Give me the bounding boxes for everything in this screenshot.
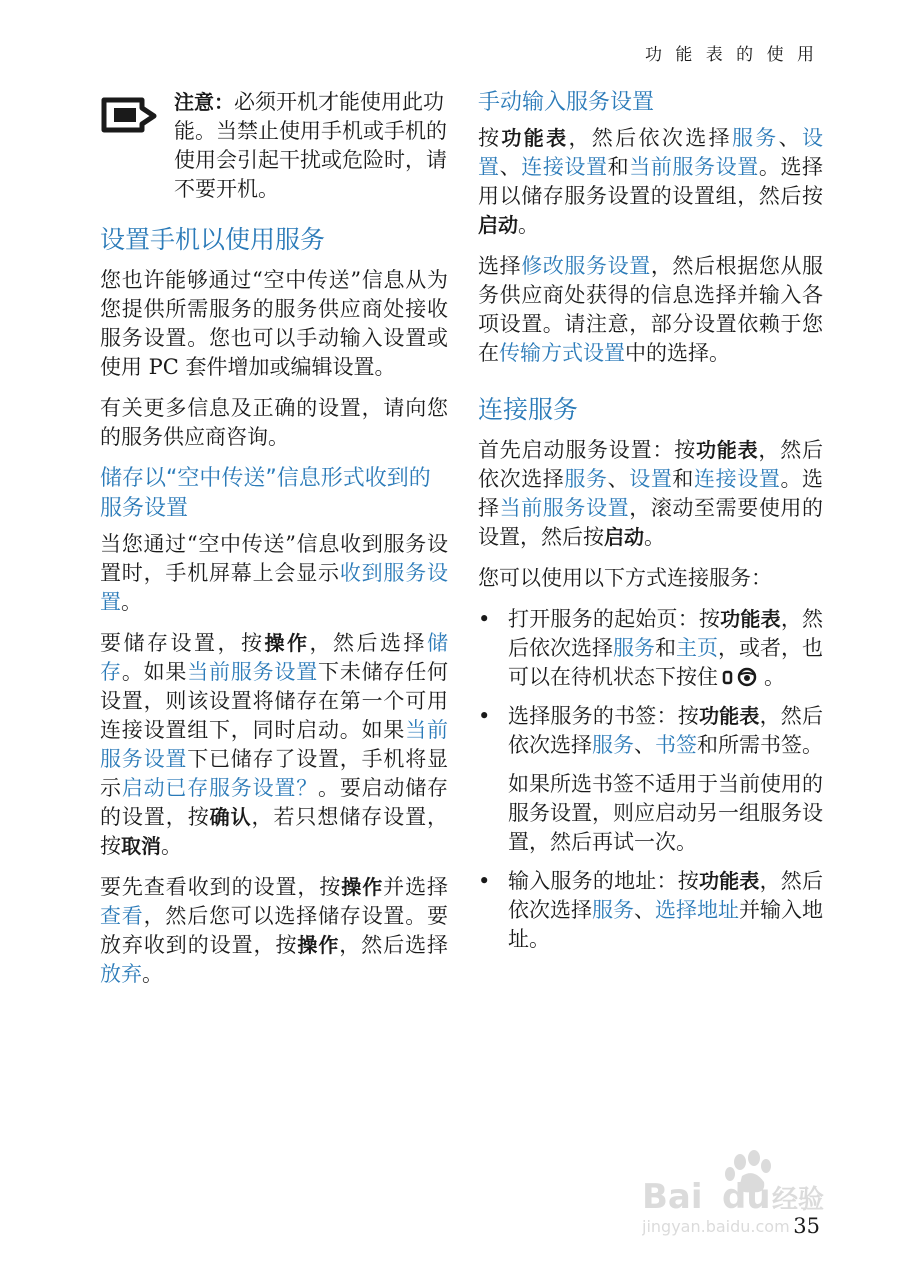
paragraph-connect-methods: 您可以使用以下方式连接服务： [478, 566, 772, 590]
svg-text:Bai: Bai [642, 1177, 703, 1217]
paragraph-store-settings: 要储存设置，按操作，然后选择储存。如果当前服务设置下未储存任何设置，则该设置将储存在第一个可用连接设置组下，同时启动。如果当前服务设置下已储存了设置，手机将显示启动已存服务设置？。要启动储存的设置，按确认，若只想储存设置，按取消。 [100, 631, 449, 858]
link-services-4[interactable]: 服务 [592, 733, 634, 757]
link-settings[interactable]: 设置 [478, 126, 824, 179]
link-services-3[interactable]: 服务 [613, 636, 655, 660]
paragraph-view-discard: 要先查看收到的设置，按操作并选择查看，然后您可以选择储存设置。要放弃收到的设置，按操作，然后选择放弃。 [100, 875, 449, 986]
key-menu-2: 功能表 [696, 438, 759, 462]
note-text: 注意：必须开机才能使用此功能。当禁止使用手机或手机的使用会引起干扰或危险时，请不要开机。 [174, 90, 447, 201]
link-go-to-address[interactable]: 选择地址 [655, 898, 739, 922]
list-item [478, 605, 823, 692]
list-item [478, 867, 823, 954]
bullet-address: • 输入服务的地址：按功能表，然后依次选择服务、选择地址并输入地址。 [508, 869, 824, 951]
paragraph-ota-received: 当您通过“空中传送”信息收到服务设置时，手机屏幕上会显示收到服务设置。 [100, 532, 449, 614]
key-cancel: 取消 [121, 834, 161, 858]
bullet-homepage: • 打开服务的起始页：按功能表，然后依次选择服务和主页，或者，也可以在待机状态下按住 。 [508, 607, 824, 689]
link-current-service-settings-2[interactable]: 当前服务设置 [499, 496, 630, 520]
link-received-settings[interactable]: 收到服务设置 [100, 561, 449, 614]
page-number: 35 [793, 1214, 820, 1238]
key-menu-5: 功能表 [698, 869, 760, 893]
zero-key-icon [722, 667, 760, 687]
note-hand-icon [100, 94, 158, 136]
link-activate-saved[interactable]: 启动已存服务设置？ [121, 776, 319, 800]
link-current-service-settings[interactable]: 当前服务设置 [629, 155, 759, 179]
link-edit-service-settings[interactable]: 修改服务设置 [521, 254, 651, 278]
connect-methods-list [478, 605, 823, 954]
key-options-2: 操作 [341, 875, 384, 899]
watermark-url: jingyan.baidu.com [642, 1217, 790, 1236]
link-homepage[interactable]: 主页 [676, 636, 718, 660]
svg-text:du: du [722, 1177, 771, 1217]
svg-text:经验: 经验 [772, 1185, 825, 1215]
heading-store-ota: 储存以“空中传送”信息形式收到的服务设置 [100, 466, 431, 521]
key-options: 操作 [264, 631, 310, 655]
heading-connect-service: 连接服务 [478, 395, 579, 424]
link-save[interactable]: 储存 [100, 631, 448, 684]
note-label: 注意： [174, 90, 234, 114]
link-current-settings[interactable]: 当前服务设置 [187, 660, 319, 684]
key-activate: 启动 [478, 213, 518, 237]
link-view[interactable]: 查看 [100, 904, 144, 928]
link-connection-settings-2[interactable]: 连接设置 [694, 467, 781, 491]
right-column [478, 88, 823, 964]
left-column [100, 88, 448, 1001]
heading-setup-phone: 设置手机以使用服务 [100, 225, 326, 254]
paragraph-consult: 有关更多信息及正确的设置，请向您的服务供应商咨询。 [100, 396, 448, 449]
paragraph-manual-nav: 按功能表，然后依次选择服务、设置、连接设置和当前服务设置。选择用以储存服务设置的设置组，然后按启动。 [478, 126, 824, 237]
bullet-bookmark: • 选择服务的书签：按功能表，然后依次选择服务、书签和所需书签。 [508, 704, 824, 757]
link-discard[interactable]: 放弃 [100, 962, 142, 986]
heading-manual-settings: 手动输入服务设置 [478, 90, 655, 115]
link-bearer-settings[interactable]: 传输方式设置 [499, 341, 625, 365]
paragraph-setup-intro: 您也许能够通过“空中传送”信息从为您提供所需服务的服务供应商处接收服务设置。您也可以手动输入设置或使用 PC 套件增加或编辑设置。 [100, 268, 448, 379]
paragraph-connect-first: 首先启动服务设置：按功能表，然后依次选择服务、设置和连接设置。选择当前服务设置，滚动至需要使用的设置，然后按启动。 [478, 438, 824, 549]
key-menu-4: 功能表 [698, 704, 760, 728]
key-activate-2: 启动 [604, 525, 644, 549]
link-connection-settings[interactable]: 连接设置 [521, 155, 608, 179]
running-header: 功 能 表 的 使 用 [644, 45, 818, 65]
key-options-3: 操作 [297, 933, 340, 957]
link-current-settings-2[interactable]: 当前服务设置 [100, 718, 449, 771]
list-item [478, 702, 823, 857]
note-box [100, 88, 448, 204]
link-services-5[interactable]: 服务 [592, 898, 634, 922]
link-bookmarks[interactable]: 书签 [655, 733, 697, 757]
bullet-bookmark-note: 如果所选书签不适用于当前使用的服务设置，则应启动另一组服务设置，然后再试一次。 [508, 772, 823, 854]
link-settings-2[interactable]: 设置 [629, 467, 673, 491]
link-services[interactable]: 服务 [731, 126, 779, 150]
paragraph-edit-settings: 选择修改服务设置，然后根据您从服务供应商处获得的信息选择并输入各项设置。请注意，部分设置依赖于您在传输方式设置中的选择。 [478, 254, 824, 365]
key-confirm: 确认 [209, 805, 252, 829]
link-services-2[interactable]: 服务 [564, 467, 608, 491]
key-menu-3: 功能表 [720, 607, 781, 631]
key-menu: 功能表 [501, 126, 569, 150]
